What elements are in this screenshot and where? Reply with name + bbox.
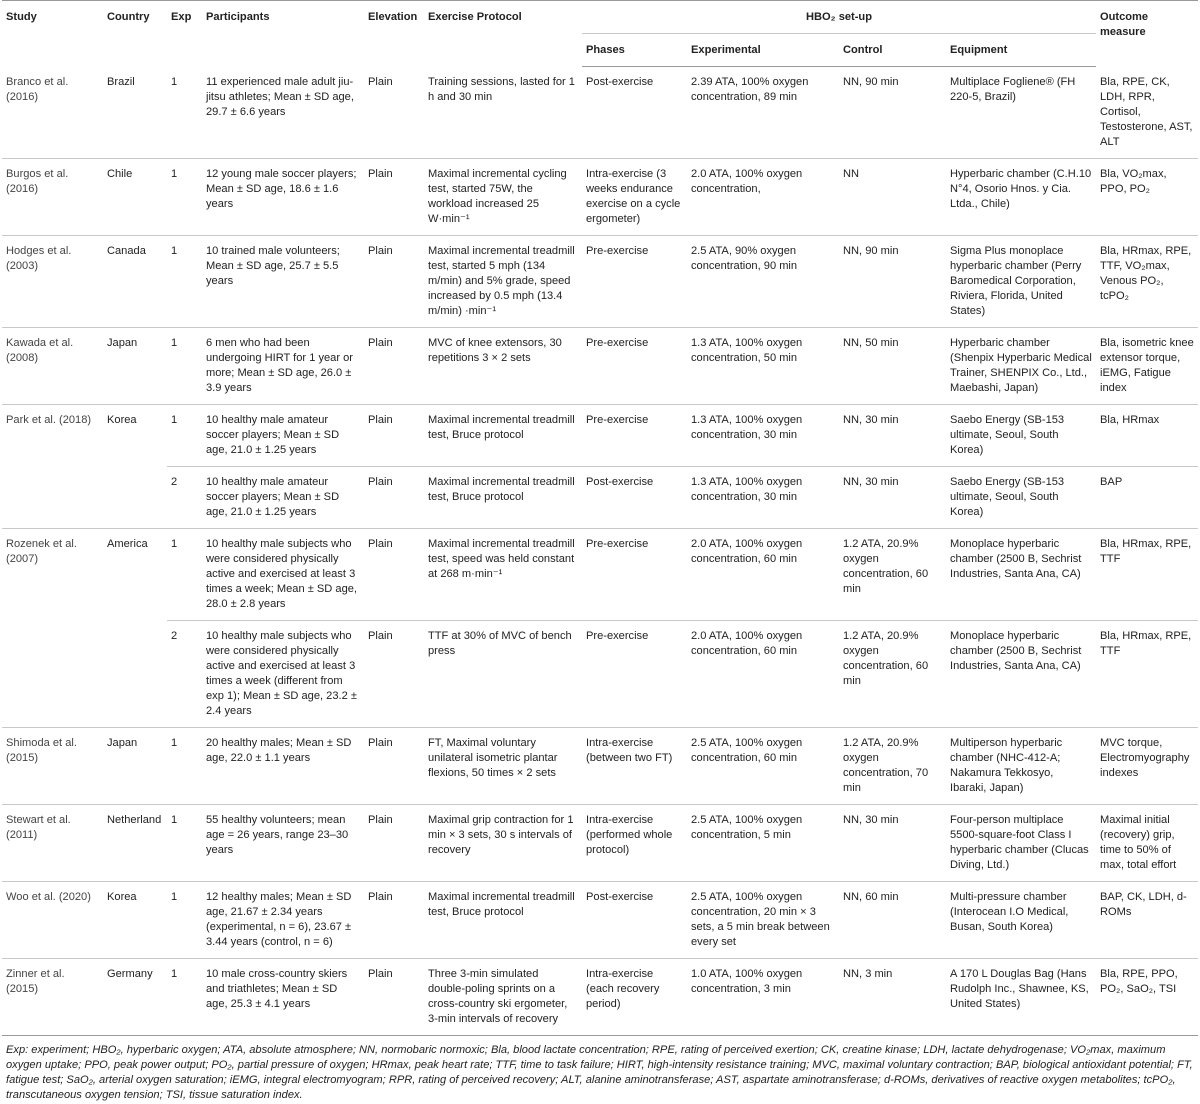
header-hbo-setup: HBO₂ set-up (582, 1, 1096, 34)
cell-outcome: Bla, HRmax, RPE, TTF, VO₂max, Venous PO₂, tcPO₂ (1096, 235, 1198, 327)
cell-control: NN, 30 min (839, 466, 946, 528)
cell-phases: Pre-exercise (582, 528, 687, 620)
cell-elevation: Plain (364, 881, 424, 958)
cell-elevation: Plain (364, 528, 424, 620)
table-row (2, 881, 1198, 958)
cell-equipment: Monoplace hyperbaric chamber (2500 B, Sechrist Industries, Santa Ana, CA) (946, 620, 1096, 727)
cell-participants: 55 healthy volunteers; mean age = 26 years, range 23–30 years (202, 804, 364, 881)
table-row (2, 958, 1198, 1035)
cell-equipment: Four-person multiplace 5500-square-foot Class I hyperbaric chamber (Clucas Diving, Ltd.) (946, 804, 1096, 881)
cell-experimental: 1.3 ATA, 100% oxygen concentration, 50 min (687, 327, 839, 404)
cell-country (103, 466, 167, 528)
cell-study: Branco et al. (2016) (2, 67, 103, 159)
cell-protocol: Training sessions, lasted for 1 h and 30 min (424, 67, 582, 159)
cell-elevation: Plain (364, 404, 424, 466)
cell-elevation: Plain (364, 620, 424, 727)
cell-country: America (107, 537, 148, 550)
cell-outcome: Maximal initial (recovery) grip, time to 50% of max, total effort (1096, 804, 1198, 881)
cell-equipment: Multiplace Fogliene® (FH 220-5, Brazil) (946, 67, 1096, 159)
cell-equipment: A 170 L Douglas Bag (Hans Rudolph Inc., Shawnee, KS, United States) (946, 958, 1096, 1035)
cell-protocol: FT, Maximal voluntary unilateral isometric plantar flexions, 50 times × 2 sets (424, 727, 582, 804)
cell-control: NN, 60 min (839, 881, 946, 958)
table-row (2, 327, 1198, 404)
cell-control: NN, 30 min (839, 804, 946, 881)
table-row (2, 466, 1198, 528)
cell-exp: 1 (167, 528, 202, 620)
table-row (2, 620, 1198, 727)
cell-participants: 20 healthy males; Mean ± SD age, 22.0 ± 1.1 years (202, 727, 364, 804)
cell-control: NN, 90 min (839, 67, 946, 159)
header-phases: Phases (582, 34, 687, 67)
cell-experimental: 1.3 ATA, 100% oxygen concentration, 30 min (687, 404, 839, 466)
cell-control: NN, 3 min (839, 958, 946, 1035)
cell-elevation: Plain (364, 466, 424, 528)
header-control: Control (839, 34, 946, 67)
cell-elevation: Plain (364, 804, 424, 881)
cell-exp: 1 (167, 881, 202, 958)
cell-control: 1.2 ATA, 20.9% oxygen concentration, 70 min (839, 727, 946, 804)
cell-participants: 10 healthy male subjects who were considered physically active and exercised at least 3 times a week; Mean ± SD age, 28.0 ± 2.8 years (202, 528, 364, 620)
cell-protocol: TTF at 30% of MVC of bench press (424, 620, 582, 727)
cell-outcome: Bla, VO₂max, PPO, PO₂ (1096, 158, 1198, 235)
cell-elevation: Plain (364, 958, 424, 1035)
cell-study: Kawada et al. (2008) (2, 327, 103, 404)
cell-participants: 12 healthy males; Mean ± SD age, 21.67 ± 2.34 years (experimental, n = 6), 23.67 ± 3.44 years (control, n = 6) (202, 881, 364, 958)
header-participants: Participants (202, 1, 364, 67)
header-country: Country (103, 1, 167, 67)
cell-protocol: Maximal incremental cycling test, started 75W, the workload increased 25 W·min⁻¹ (424, 158, 582, 235)
header-equipment: Equipment (946, 34, 1096, 67)
cell-country: Canada (103, 235, 167, 327)
cell-participants: 10 healthy male amateur soccer players; Mean ± SD age, 21.0 ± 1.25 years (202, 466, 364, 528)
cell-equipment: Saebo Energy (SB-153 ultimate, Seoul, South Korea) (946, 466, 1096, 528)
cell-elevation: Plain (364, 67, 424, 159)
cell-equipment: Multiperson hyperbaric chamber (NHC-412-A; Nakamura Tekkosyo, Ibaraki, Japan) (946, 727, 1096, 804)
cell-experimental: 2.5 ATA, 100% oxygen concentration, 20 min × 3 sets, a 5 min break between every set (687, 881, 839, 958)
cell-protocol: Three 3-min simulated double-poling sprints on a cross-country ski ergometer, 3-min intervals of recovery (424, 958, 582, 1035)
cell-control: NN, 90 min (839, 235, 946, 327)
cell-study: Shimoda et al. (2015) (2, 727, 103, 804)
cell-study: Park et al. (2018) (6, 413, 92, 426)
cell-experimental: 2.0 ATA, 100% oxygen concentration, 60 min (687, 620, 839, 727)
cell-outcome: Bla, HRmax, RPE, TTF (1096, 620, 1198, 727)
cell-phases: Pre-exercise (582, 235, 687, 327)
cell-exp: 1 (167, 727, 202, 804)
cell-protocol: MVC of knee extensors, 30 repetitions 3 × 2 sets (424, 327, 582, 404)
table-row (2, 404, 1198, 466)
cell-exp: 1 (167, 958, 202, 1035)
cell-control: 1.2 ATA, 20.9% oxygen concentration, 60 min (839, 620, 946, 727)
cell-experimental: 2.39 ATA, 100% oxygen concentration, 89 min (687, 67, 839, 159)
cell-phases: Post-exercise (582, 881, 687, 958)
cell-outcome: Bla, RPE, PPO, PO₂, SaO₂, TSI (1096, 958, 1198, 1035)
cell-elevation: Plain (364, 727, 424, 804)
table-row (2, 804, 1198, 881)
cell-protocol: Maximal incremental treadmill test, Bruce protocol (424, 404, 582, 466)
cell-outcome: Bla, RPE, CK, LDH, RPR, Cortisol, Testosterone, AST, ALT (1096, 67, 1198, 159)
cell-experimental: 2.5 ATA, 90% oxygen concentration, 90 min (687, 235, 839, 327)
cell-outcome: BAP (1096, 466, 1198, 528)
cell-phases: Pre-exercise (582, 620, 687, 727)
header-exp: Exp (167, 1, 202, 67)
cell-outcome: Bla, HRmax, RPE, TTF (1096, 528, 1198, 620)
cell-equipment: Hyperbaric chamber (Shenpix Hyperbaric Medical Trainer, SHENPIX Co., Ltd., Maebashi, Japan) (946, 327, 1096, 404)
table-row (2, 235, 1198, 327)
cell-control: 1.2 ATA, 20.9% oxygen concentration, 60 min (839, 528, 946, 620)
cell-country: Korea (107, 413, 137, 426)
table-row (2, 158, 1198, 235)
cell-study: Burgos et al. (2016) (2, 158, 103, 235)
cell-participants: 11 experienced male adult jiu-jitsu athletes; Mean ± SD age, 29.7 ± 6.6 years (202, 67, 364, 159)
cell-study (2, 466, 103, 528)
cell-phases: Pre-exercise (582, 404, 687, 466)
cell-outcome: Bla, HRmax (1096, 404, 1198, 466)
table-row (2, 528, 1198, 620)
cell-control: NN (839, 158, 946, 235)
table-row (2, 67, 1198, 159)
cell-phases: Intra-exercise (between two FT) (582, 727, 687, 804)
cell-control: NN, 50 min (839, 327, 946, 404)
cell-phases: Pre-exercise (582, 327, 687, 404)
header-protocol: Exercise Protocol (424, 1, 582, 67)
cell-protocol: Maximal incremental treadmill test, started 5 mph (134 m/min) and 5% grade, speed increased by 0.5 mph (13.4 m/min) ·min⁻¹ (424, 235, 582, 327)
cell-country: Brazil (103, 67, 167, 159)
cell-participants: 12 young male soccer players; Mean ± SD age, 18.6 ± 1.6 years (202, 158, 364, 235)
cell-country: Netherland (103, 804, 167, 881)
cell-phases: Intra-exercise (3 weeks endurance exercise on a cycle ergometer) (582, 158, 687, 235)
cell-outcome: Bla, isometric knee extensor torque, iEMG, Fatigue index (1096, 327, 1198, 404)
cell-exp: 1 (167, 327, 202, 404)
cell-experimental: 1.3 ATA, 100% oxygen concentration, 30 min (687, 466, 839, 528)
cell-phases: Intra-exercise (each recovery period) (582, 958, 687, 1035)
cell-equipment: Saebo Energy (SB-153 ultimate, Seoul, South Korea) (946, 404, 1096, 466)
cell-participants: 10 trained male volunteers; Mean ± SD age, 25.7 ± 5.5 years (202, 235, 364, 327)
cell-protocol: Maximal grip contraction for 1 min × 3 sets, 30 s intervals of recovery (424, 804, 582, 881)
cell-phases: Intra-exercise (performed whole protocol) (582, 804, 687, 881)
cell-control: NN, 30 min (839, 404, 946, 466)
cell-study: Hodges et al. (2003) (2, 235, 103, 327)
cell-country: Japan (103, 327, 167, 404)
header-elevation: Elevation (364, 1, 424, 67)
header-study: Study (2, 1, 103, 67)
cell-experimental: 2.0 ATA, 100% oxygen concentration, (687, 158, 839, 235)
table-header (2, 1, 1198, 67)
cell-experimental: 2.5 ATA, 100% oxygen concentration, 5 min (687, 804, 839, 881)
cell-protocol: Maximal incremental treadmill test, speed was held constant at 268 m·min⁻¹ (424, 528, 582, 620)
cell-elevation: Plain (364, 158, 424, 235)
cell-experimental: 1.0 ATA, 100% oxygen concentration, 3 min (687, 958, 839, 1035)
cell-equipment: Sigma Plus monoplace hyperbaric chamber (Perry Baromedical Corporation, Riviera, Florida, United States) (946, 235, 1096, 327)
cell-protocol: Maximal incremental treadmill test, Bruce protocol (424, 881, 582, 958)
cell-participants: 10 healthy male subjects who were considered physically active and exercised at least 3 times a week (different from exp 1); Mean ± SD age, 23.2 ± 2.4 years (202, 620, 364, 727)
cell-outcome: MVC torque, Electromyography indexes (1096, 727, 1198, 804)
cell-study (2, 620, 103, 727)
cell-experimental: 2.0 ATA, 100% oxygen concentration, 60 min (687, 528, 839, 620)
cell-exp: 1 (167, 158, 202, 235)
cell-study: Woo et al. (2020) (2, 881, 103, 958)
cell-country: Germany (103, 958, 167, 1035)
header-outcome: Outcome measure (1096, 1, 1198, 67)
cell-equipment: Multi-pressure chamber (Interocean I.O Medical, Busan, South Korea) (946, 881, 1096, 958)
cell-country: Japan (103, 727, 167, 804)
cell-study: Stewart et al. (2011) (2, 804, 103, 881)
cell-exp: 2 (167, 620, 202, 727)
cell-exp: 1 (167, 804, 202, 881)
cell-outcome: BAP, CK, LDH, d-ROMs (1096, 881, 1198, 958)
study-table (2, 0, 1198, 1036)
cell-country (103, 620, 167, 727)
table-footnote: Exp: experiment; HBO₂, hyperbaric oxygen; ATA, absolute atmosphere; NN, normobaric normoxic; Bla, blood lactate concentration; RPE, rating of perceived exertion; CK, creatine kinase; LDH, lactate dehydrogenase; VO₂max, maximum oxygen uptake; PPO, peak power output; PO₂, partial pressure of oxygen; HRmax, peak heart rate; TTF, time to task failure; HIRT, high-intensity resistance training; MVC, maximal voluntary contraction; BAP, biological antioxidant potential; FT, fatigue test; SaO₂, arterial oxygen saturation; iEMG, integral electromyogram; RPR, rating of perceived recovery; ALT, alanine aminotransferase; AST, aspartate aminotransferase; d-ROMs, derivatives of reactive oxygen metabolites; tcPO₂, transcutaneous oxygen tension; TSI, tissue saturation index. (6, 1043, 1193, 1102)
table-body (2, 67, 1198, 1036)
cell-study: Rozenek et al. (2007) (6, 537, 77, 565)
cell-phases: Post-exercise (582, 67, 687, 159)
cell-study: Zinner et al. (2015) (2, 958, 103, 1035)
table-row (2, 727, 1198, 804)
cell-elevation: Plain (364, 327, 424, 404)
cell-country: Korea (103, 881, 167, 958)
cell-participants: 6 men who had been undergoing HIRT for 1 year or more; Mean ± SD age, 26.0 ± 3.9 years (202, 327, 364, 404)
cell-participants: 10 healthy male amateur soccer players; Mean ± SD age, 21.0 ± 1.25 years (202, 404, 364, 466)
cell-experimental: 2.5 ATA, 100% oxygen concentration, 60 min (687, 727, 839, 804)
cell-exp: 2 (167, 466, 202, 528)
cell-protocol: Maximal incremental treadmill test, Bruce protocol (424, 466, 582, 528)
cell-elevation: Plain (364, 235, 424, 327)
cell-equipment: Monoplace hyperbaric chamber (2500 B, Sechrist Industries, Santa Ana, CA) (946, 528, 1096, 620)
cell-phases: Post-exercise (582, 466, 687, 528)
cell-exp: 1 (167, 67, 202, 159)
cell-participants: 10 male cross-country skiers and triathletes; Mean ± SD age, 25.3 ± 4.1 years (202, 958, 364, 1035)
cell-country: Chile (103, 158, 167, 235)
cell-exp: 1 (167, 404, 202, 466)
header-experimental: Experimental (687, 34, 839, 67)
cell-exp: 1 (167, 235, 202, 327)
cell-equipment: Hyperbaric chamber (C.H.10 N°4, Osorio Hnos. y Cia. Ltda., Chile) (946, 158, 1096, 235)
